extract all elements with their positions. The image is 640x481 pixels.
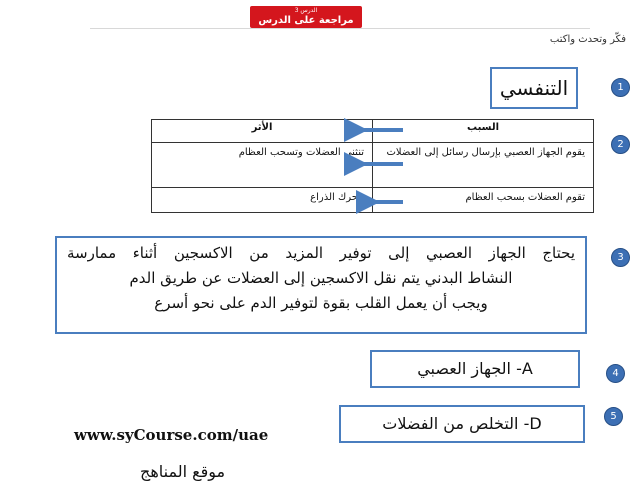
question-number-1: 1 (611, 78, 630, 97)
table-cell-effect: يتحرك الذراع (152, 188, 373, 213)
table-cell-cause: تقوم العضلات بسحب العظام (373, 188, 594, 213)
answer-box-1: التنفسي (490, 67, 578, 109)
answer-line: النشاط البدني يتم نقل الاكسجين إلى العضلات عن طريق الدم (129, 269, 513, 287)
answer-box-3 (55, 236, 587, 334)
header-cause: السبب (373, 120, 594, 143)
lesson-title: مراجعة على الدرس (258, 15, 354, 26)
question-number-2: 2 (611, 135, 630, 154)
lesson-number: الدرس 3 (294, 7, 318, 14)
website-url: www.syCourse.com/uae (74, 426, 269, 444)
question-number-3: 3 (611, 248, 630, 267)
question-number-4: 4 (606, 364, 625, 383)
website-name: موقع المناهج (140, 462, 226, 481)
table-cell-effect: تنثني العضلات وتسحب العظام (152, 143, 373, 188)
answer-box-4: A- الجهاز العصبي (370, 350, 580, 388)
answer-box-5: D- التخلص من الفضلات (339, 405, 585, 443)
section-heading: فكّر وتحدث واكتب (549, 34, 626, 45)
question-number-5: 5 (604, 407, 623, 426)
header-effect: الأثر (152, 120, 373, 143)
answer-line: ويجب أن يعمل القلب بقوة لتوفير الدم على نحو أسرع (154, 294, 488, 312)
answer-line: يحتاج الجهاز العصبي إلى توفير المزيد من الاكسجين أثناء ممارسة (67, 244, 575, 262)
table-cell-cause: يقوم الجهاز العصبي بإرسال رسائل إلى العضلات (373, 143, 594, 188)
